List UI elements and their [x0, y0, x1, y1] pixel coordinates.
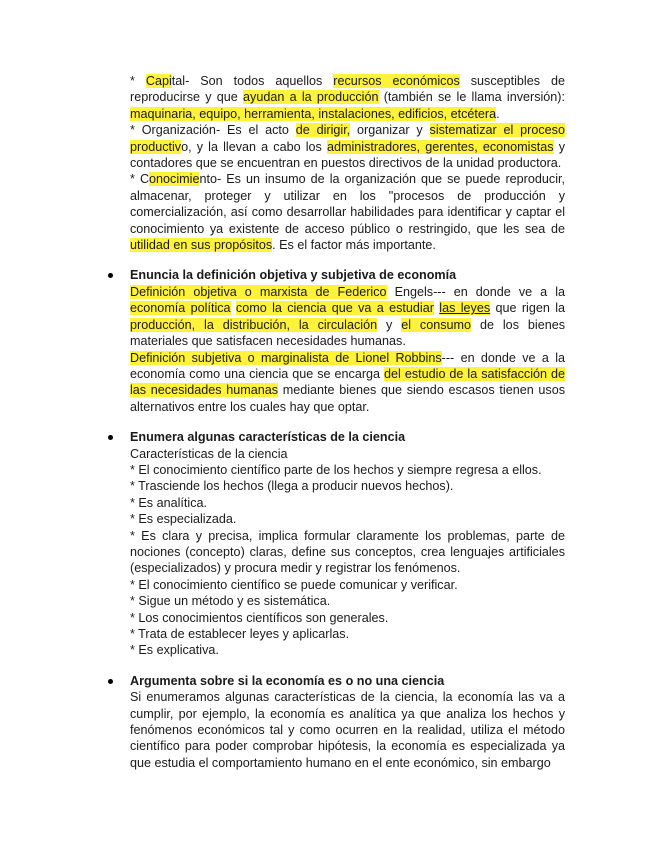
bullet-icon	[108, 679, 113, 684]
highlighted-text: maquinaria, equipo, herramienta, instalaciones, edificios, etcétera	[130, 106, 497, 121]
section-paragraph: * Es especializada.	[130, 512, 237, 527]
sections	[130, 267, 565, 771]
section-paragraph: * Trasciende los hechos (llega a producir nuevos hechos).	[130, 479, 454, 494]
document-content	[130, 73, 565, 771]
section-paragraph: * Sigue un método y es sistemática.	[130, 594, 331, 609]
section-paragraph: * Es explicativa.	[130, 643, 219, 658]
highlighted-text: de dirigir,	[295, 123, 351, 138]
section-paragraph: Si enumeramos algunas características de la ciencia, la economía las va a cumplir, por ejemplo, la economía es analítica ya que analiza los hechos y fenómenos económicos tal y como ocurren en la realidad, utiliza el método científico para poder comprobar hipótesis, la economía es especializada ya que estudia el comportamiento humano en el ente económico, sin embargo	[130, 690, 565, 770]
highlighted-text: recursos económicos	[333, 74, 460, 88]
intro-paragraph: * Organización- Es el acto de dirigir, organizar y sistematizar el proceso productivo, y la llevan a cabo los administradores, gerentes, economistas y contadores que se encuentran en puestos directivos de la unidad productora.	[130, 123, 565, 171]
section-paragraph: * Los conocimientos científicos son generales.	[130, 610, 389, 625]
highlighted-text: Definición objetiva o marxista de Federico	[130, 284, 387, 299]
section-title: Enuncia la definición objetiva y subjetiva de economía	[130, 268, 457, 283]
section-paragraph: * Es analítica.	[130, 495, 208, 510]
highlighted-text: producción, la distribución, la circulación	[130, 317, 378, 332]
section	[130, 673, 565, 771]
intro-block	[130, 73, 565, 253]
section-paragraph: * Es clara y precisa, implica formular claramente los problemas, parte de nociones (concepto) claras, define sus conceptos, crea lenguajes artificiales (especializados) y procura medir y registrar los fenómenos.	[130, 528, 565, 576]
bullet-icon	[108, 435, 113, 440]
section-paragraph: Características de la ciencia	[130, 446, 288, 461]
intro-paragraph: * Conocimiento- Es un insumo de la organización que se puede reproducir, almacenar, proteger y utilizar en los "procesos de producción y comercialización, así como desarrollar habilidades para identificar y captar el conocimiento ya existente de acceso público o restringido, que les sea de utilidad en sus propósitos. Es el factor más importante.	[130, 172, 565, 253]
highlighted-text: Definición subjetiva o marginalista de Lionel Robbins	[130, 350, 442, 365]
highlighted-text: el consumo	[401, 317, 472, 332]
section	[130, 267, 565, 415]
section-paragraph: * El conocimiento científico parte de los hechos y siempre regresa a ellos.	[130, 462, 542, 477]
highlighted-underlined-text: las leyes	[439, 301, 491, 316]
section-paragraph: Definición objetiva o marxista de Federico Engels--- en donde ve a la economía política como la ciencia que va a estudiar las leyes que rigen la producción, la distribución, la circulación y el consumo de los bienes materiales que satisfacen necesidades humanas.	[130, 284, 566, 349]
highlighted-text: como la ciencia que va a estudiar	[235, 301, 434, 316]
bullet-icon	[108, 273, 113, 278]
section-title: Argumenta sobre si la economía es o no una ciencia	[130, 673, 445, 688]
section-paragraph: * Trata de establecer leyes y aplicarlas.	[130, 627, 350, 641]
section-paragraph: Definición subjetiva o marginalista de Lionel Robbins--- en donde ve a la economía como una ciencia que se encarga del estudio de la satisfacción de las necesidades humanas mediante bienes que siendo escasos tienen usos alternativos entre los cuales hay que optar.	[130, 350, 566, 414]
highlighted-text: del estudio de la satisfacción de las necesidades humanas	[130, 366, 566, 398]
highlighted-text: utilidad en sus propósitos	[130, 238, 273, 253]
intro-paragraph: * Capital- Son todos aquellos recursos económicos susceptibles de reproducirse y que ayudan a la producción (también se le llama inversión): maquinaria, equipo, herramienta, instalaciones, edificios, etcétera.	[130, 74, 565, 121]
highlighted-text: onocimie	[149, 172, 200, 187]
section-title: Enumera algunas características de la ciencia	[130, 430, 406, 445]
highlighted-text: ayudan a la producción	[243, 90, 379, 105]
highlighted-text: administradores, gerentes, economistas	[326, 139, 554, 154]
highlighted-text: economía política	[130, 301, 231, 316]
section	[130, 429, 565, 659]
section-paragraph: * El conocimiento científico se puede comunicar y verificar.	[130, 577, 458, 592]
highlighted-text: Capi	[145, 74, 172, 88]
highlighted-text: sistematizar el proceso productiv	[130, 123, 565, 154]
